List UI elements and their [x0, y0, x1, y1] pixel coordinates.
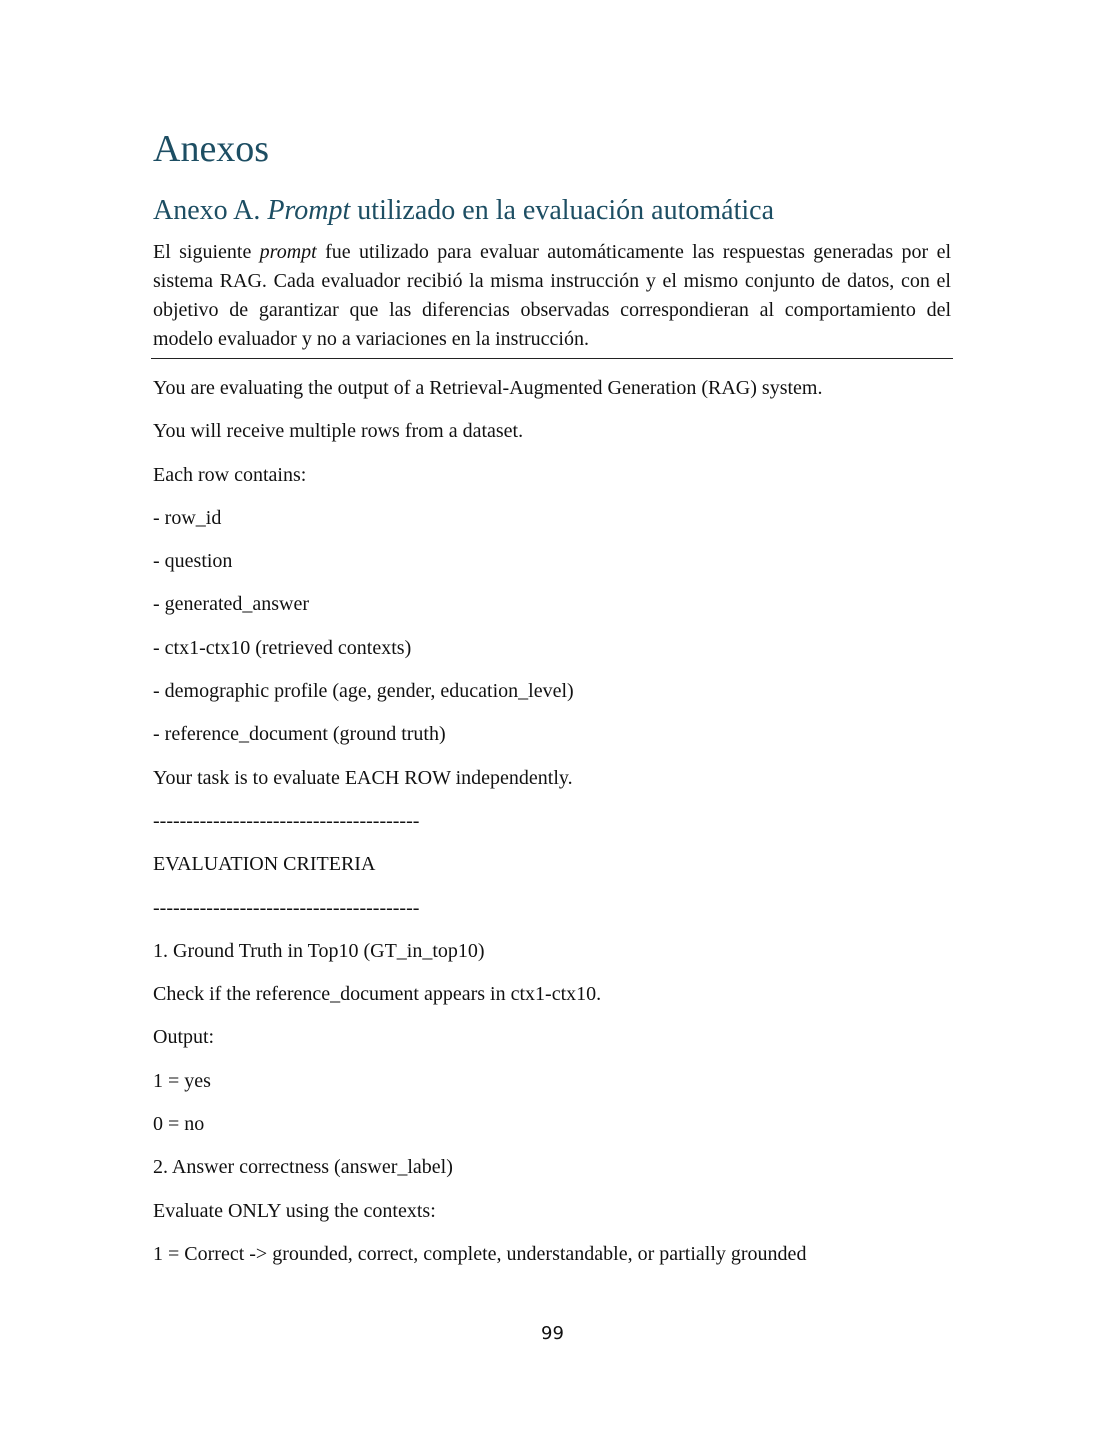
- prompt-line: - generated_answer: [153, 593, 310, 616]
- prompt-line: Check if the reference_document appears in ctx1-ctx10.: [153, 983, 602, 1006]
- prompt-text-block: [153, 375, 951, 1284]
- intro-part2: fue utilizado para evaluar automáticamente las respuestas generadas por el sistema RAG. Cada evaluador recibió la misma instrucción y el mismo conjunto de datos, con el objetivo de garantizar que las diferencias observadas correspondieran al comportamiento del modelo evaluador y no a variaciones en la instrucción.: [153, 241, 951, 350]
- prompt-line: 1 = yes: [153, 1069, 211, 1092]
- section-heading: Anexos: [153, 128, 270, 170]
- prompt-line: You will receive multiple rows from a dataset.: [153, 420, 524, 443]
- prompt-line: - reference_document (ground truth): [153, 723, 446, 746]
- intro-part1: El siguiente: [153, 241, 260, 263]
- prompt-line: You are evaluating the output of a Retrieval-Augmented Generation (RAG) system.: [153, 377, 823, 399]
- prompt-separator: ----------------------------------------: [153, 809, 420, 832]
- intro-italic: prompt: [259, 241, 317, 263]
- annex-subheading-suffix: utilizado en la evaluación automática: [350, 195, 775, 226]
- prompt-line: - question: [153, 550, 233, 573]
- annex-subheading: [153, 192, 951, 230]
- intro-paragraph: [153, 238, 951, 354]
- prompt-line: Your task is to evaluate EACH ROW independently.: [153, 766, 573, 789]
- prompt-line: - demographic profile (age, gender, education_level): [153, 680, 574, 703]
- prompt-line: Output:: [153, 1026, 215, 1049]
- prompt-line: - row_id: [153, 506, 222, 529]
- prompt-section-title: EVALUATION CRITERIA: [153, 853, 376, 876]
- page-number: 99: [541, 1323, 564, 1344]
- horizontal-rule: [151, 358, 953, 359]
- prompt-line: 0 = no: [153, 1113, 205, 1136]
- prompt-line: 2. Answer correctness (answer_label): [153, 1156, 453, 1179]
- annex-subheading-prefix: Anexo A.: [153, 195, 268, 226]
- prompt-line: Each row contains:: [153, 463, 307, 486]
- prompt-line: - ctx1-ctx10 (retrieved contexts): [153, 636, 412, 659]
- page-content: [153, 126, 951, 1284]
- prompt-line: 1 = Correct -> grounded, correct, complete, understandable, or partially grounded: [153, 1242, 807, 1265]
- prompt-line: 1. Ground Truth in Top10 (GT_in_top10): [153, 939, 485, 962]
- prompt-line: Evaluate ONLY using the contexts:: [153, 1199, 436, 1222]
- annex-subheading-italic: Prompt: [267, 195, 351, 226]
- prompt-separator: ----------------------------------------: [153, 896, 420, 919]
